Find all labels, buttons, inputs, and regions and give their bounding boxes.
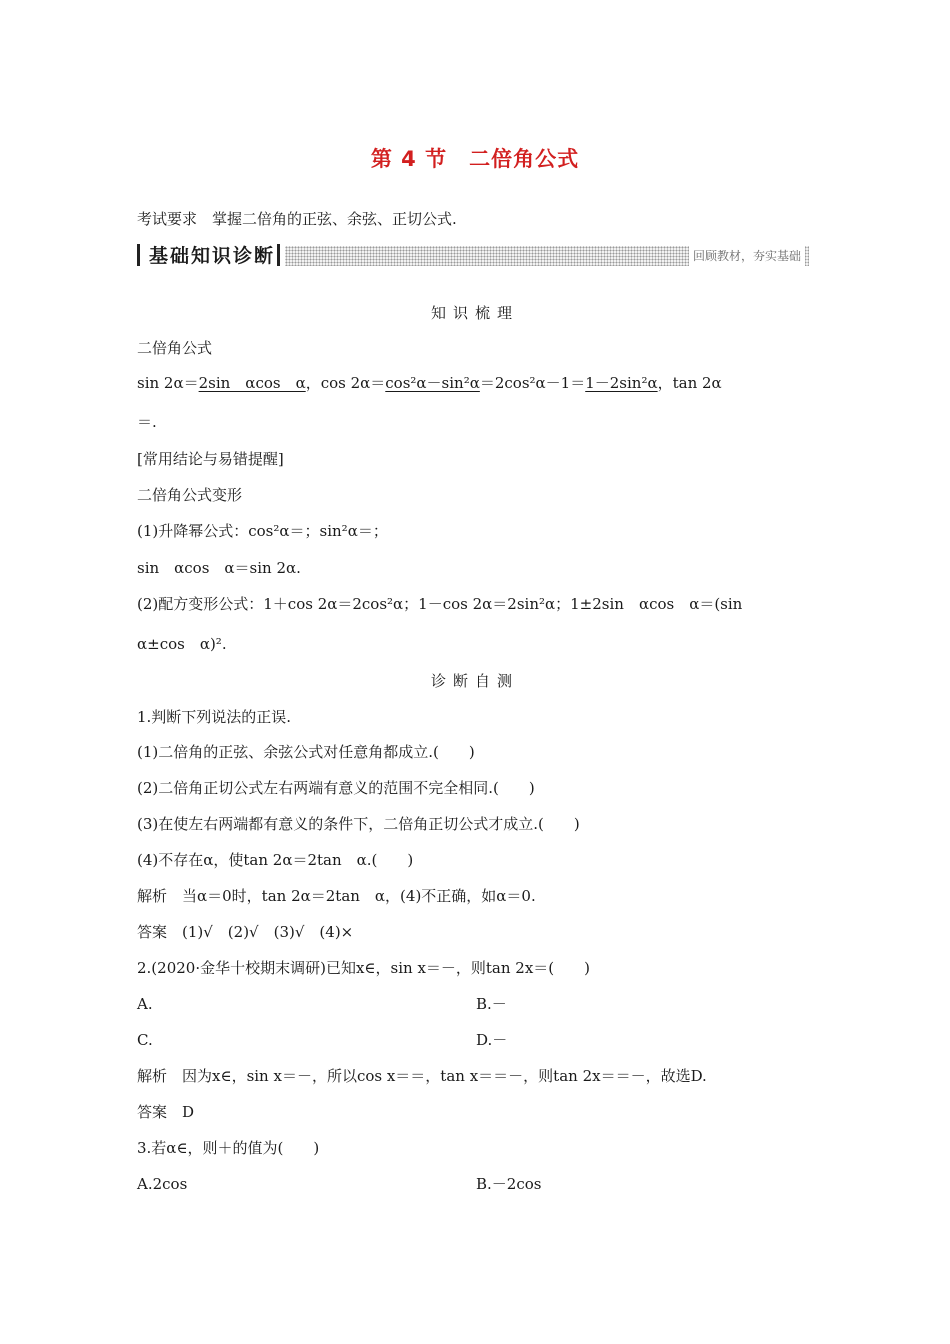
q2-stem: 2.(2020·金华十校期末调研)已知x∈，sin x＝－，则tan 2x＝( ) [137,959,591,977]
q2-option-c: C. [137,1031,153,1049]
variant-1b: sin αcos α＝sin 2α. [137,559,301,577]
section-name: 二倍角公式 [469,147,580,171]
formula-title: 二倍角公式 [137,339,213,357]
variant-title: 二倍角公式变形 [137,486,243,504]
q1-analysis: 解析 当α＝0时，tan 2α＝2tan α，(4)不正确，如α＝0. [137,887,536,905]
cos2a-blank: cos²α－sin²α [385,374,480,392]
cos2a-mid: ＝2cos²α－1＝ [479,374,586,392]
cos2a-left: ，cos 2α＝ [305,374,386,392]
q2-answer: 答案 D [137,1103,195,1121]
q3-stem: 3.若α∈，则＋的值为( ) [137,1139,320,1157]
section-title [0,143,950,173]
q2-option-a: A. [137,995,153,1013]
q1-statement-1: (1)二倍角的正弦、余弦公式对任意角都成立.( ) [137,743,475,761]
variant-1: (1)升降幂公式：cos²α＝；sin²α＝； [137,522,388,540]
q2-option-b: B.－ [476,995,507,1013]
q3-option-b: B.－2cos [476,1175,542,1193]
exam-requirement [137,208,457,230]
banner-label: 基础知识诊断 [149,245,276,267]
exam-requirement-label: 考试要求 [137,210,198,228]
formula-line [137,372,722,394]
sin2a-left: sin 2α＝ [137,374,199,392]
cos2a-blank-2: 1－2sin²α [585,374,658,392]
sin2a-blank: 2sin αcos α [198,374,306,392]
q1-statement-2: (2)二倍角正切公式左右两端有意义的范围不完全相同.( ) [137,779,535,797]
tan2a-left: ，tan 2α [657,374,722,392]
q1-answer: 答案 (1)√ (2)√ (3)√ (4)× [137,923,354,941]
q1-statement-4: (4)不存在α，使tan 2α＝2tan α.( ) [137,851,414,869]
banner-bar-left [137,244,140,266]
q2-option-d: D.－ [476,1031,508,1049]
banner-bar-right [277,244,280,266]
variant-2: (2)配方变形公式：1＋cos 2α＝2cos²α；1－cos 2α＝2sin²α；1±2sin αcos α＝(sin [137,595,743,613]
formula-line-2: ＝. [137,413,157,431]
variant-2b: α±cos α)². [137,635,227,653]
q1-stem: 1.判断下列说法的正误. [137,708,292,726]
reminder-heading: [常用结论与易错提醒] [137,450,284,468]
section-banner [137,242,809,270]
q3-option-a: A.2cos [137,1175,188,1193]
q2-analysis: 解析 因为x∈，sin x＝－，所以cos x＝＝，tan x＝＝－，则tan 2x＝＝－，故选D. [137,1067,707,1085]
q1-statement-3: (3)在使左右两端都有意义的条件下，二倍角正切公式才成立.( ) [137,815,580,833]
section-number: 第 4 节 [370,147,448,171]
knowledge-heading: 知识梳理 [430,304,519,322]
self-test-heading: 诊断自测 [430,672,519,690]
exam-requirement-text: 掌握二倍角的正弦、余弦、正切公式. [212,210,457,228]
banner-subtitle: 回顾教材，夯实基础 [689,246,805,266]
